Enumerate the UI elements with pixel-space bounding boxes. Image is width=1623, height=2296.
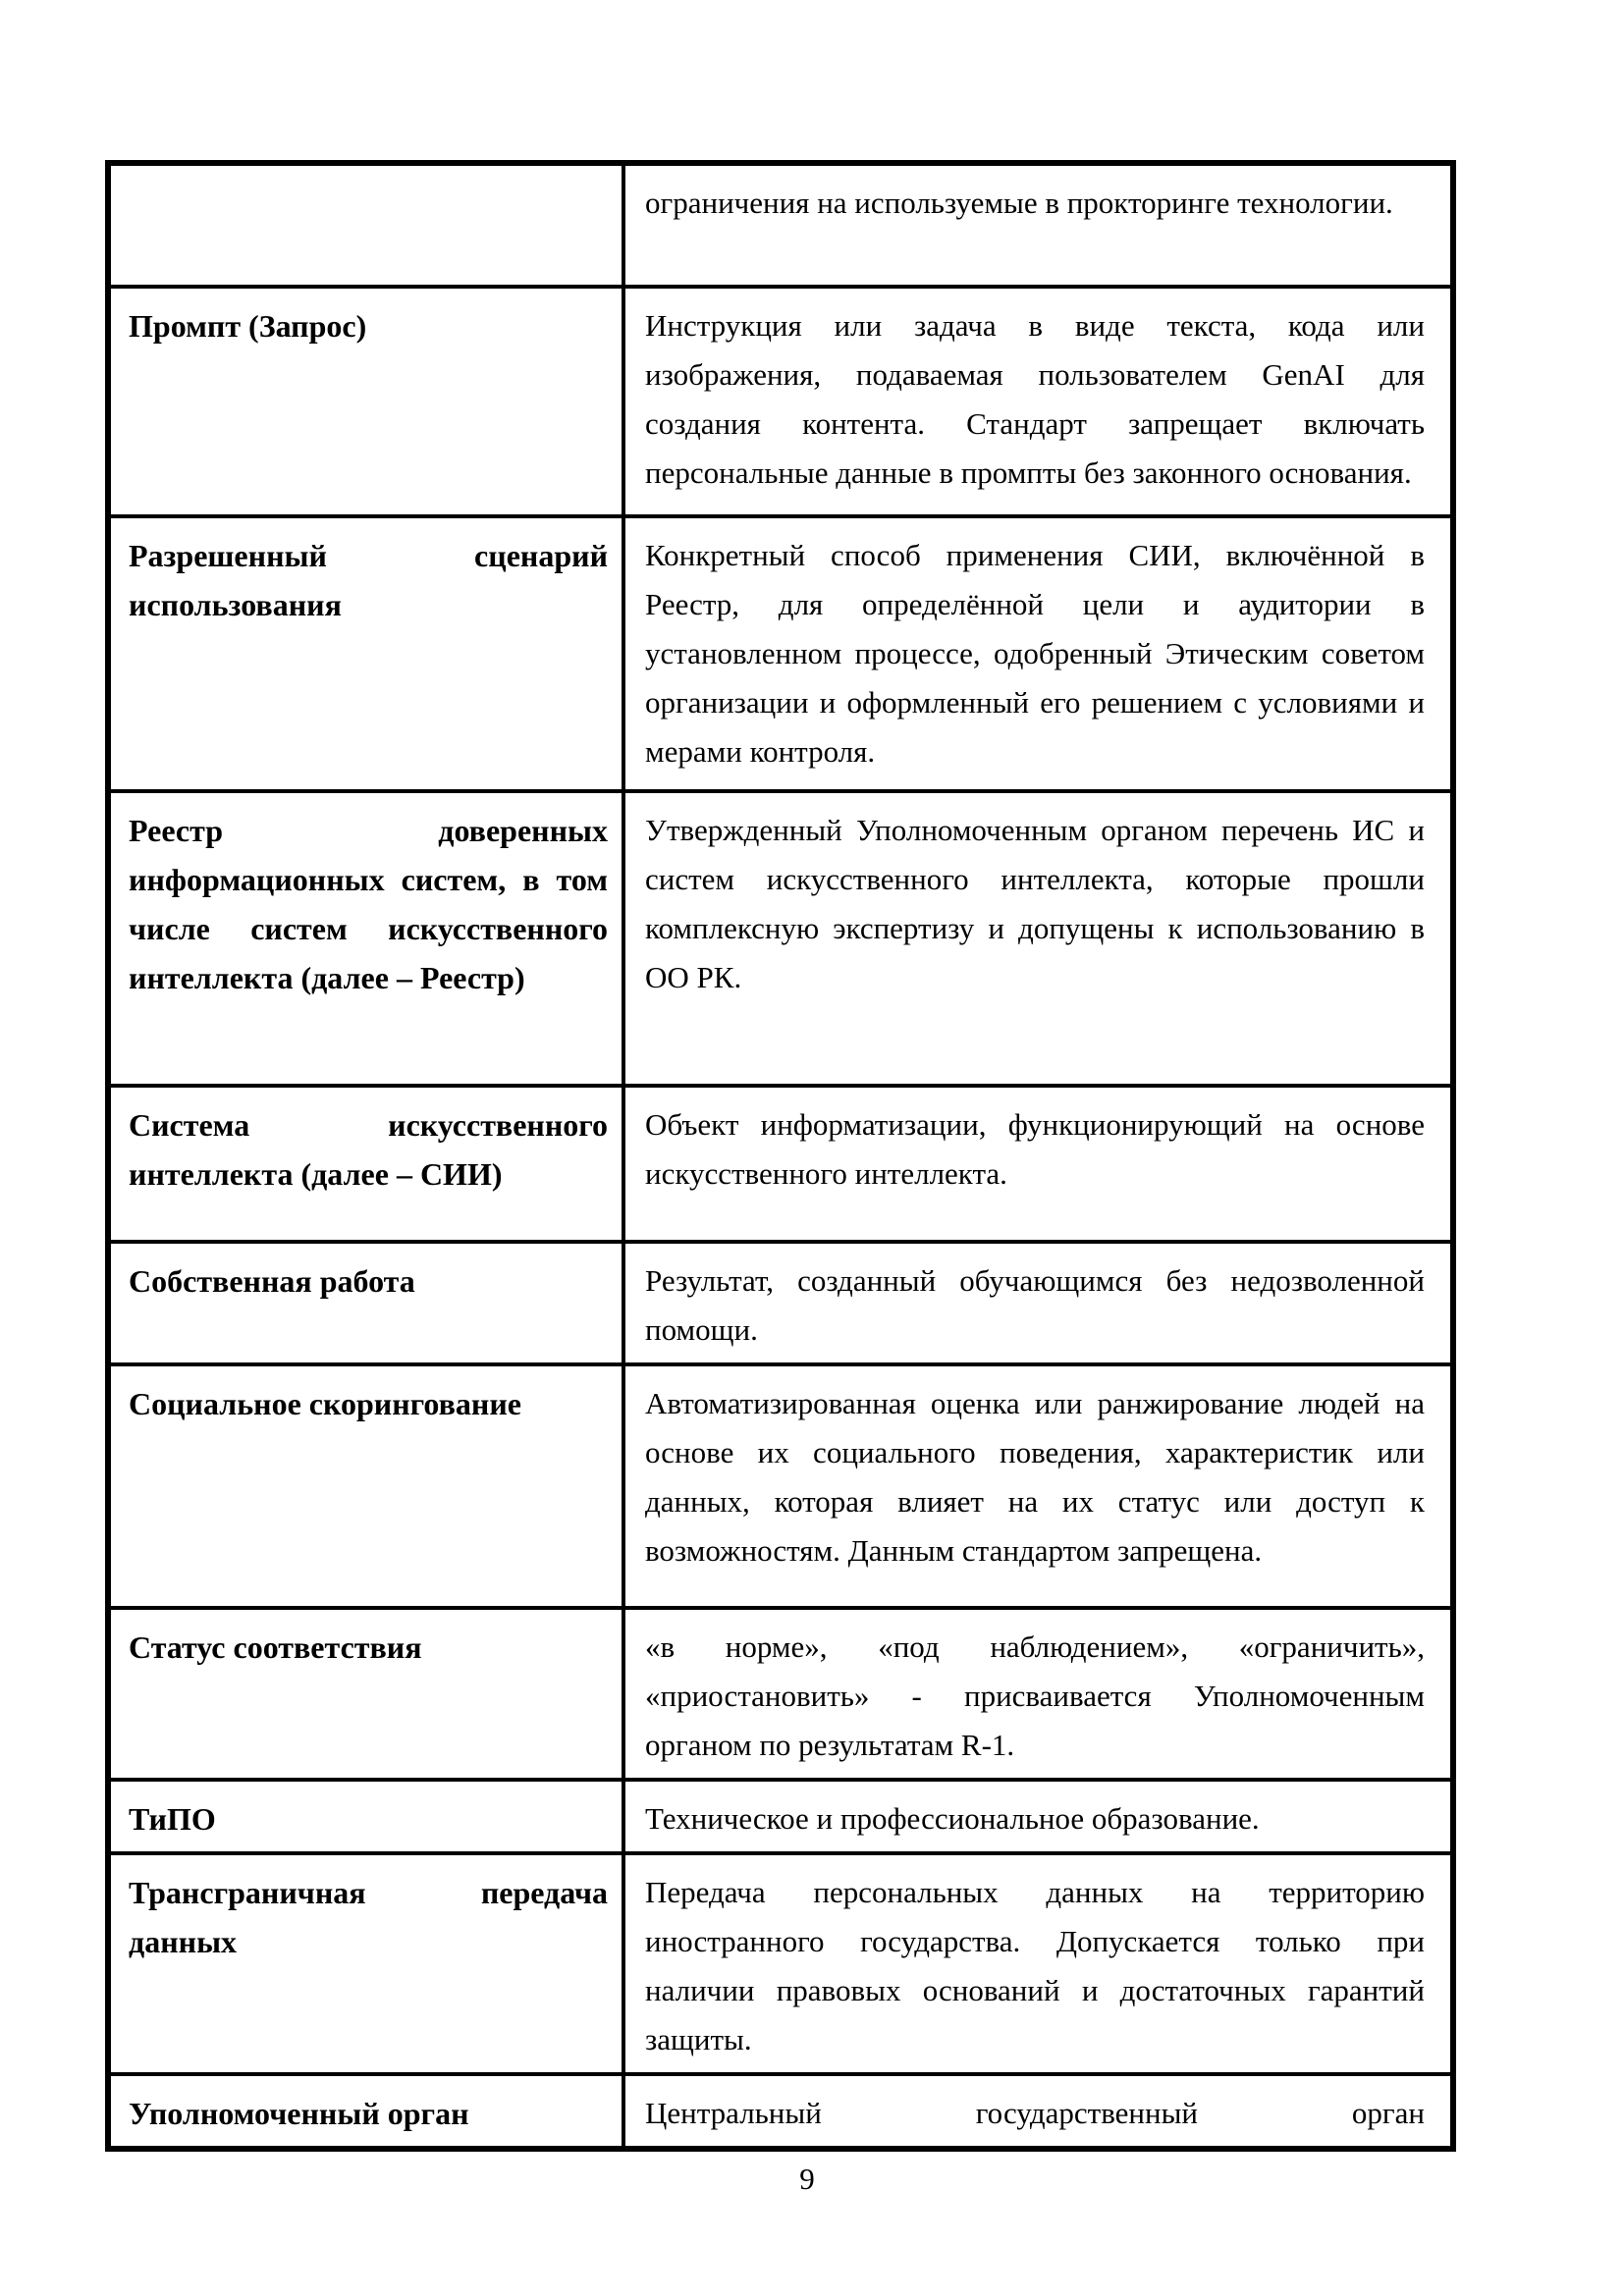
term-cell: Социальное скорингование bbox=[108, 1364, 623, 1608]
definition-cell: Инструкция или задача в виде текста, кода или изображения, подаваемая пользователем GenAI для создания контента. Стандарт запрещает включать персональные данные в промпты без законного основания. bbox=[623, 287, 1453, 516]
term-cell bbox=[108, 163, 623, 287]
term-cell: ТиПО bbox=[108, 1780, 623, 1853]
definition-cell: Автоматизированная оценка или ранжирование людей на основе их социального поведения, характеристик или данных, которая влияет на их статус или доступ к возможностям. Данным стандартом запрещена. bbox=[623, 1364, 1453, 1608]
table-row bbox=[108, 163, 1453, 287]
table-row bbox=[108, 791, 1453, 1086]
table-row bbox=[108, 1853, 1453, 2074]
term-cell: Собственная работа bbox=[108, 1242, 623, 1364]
definition-cell: Объект информатизации, функционирующий на основе искусственного интеллекта. bbox=[623, 1086, 1453, 1242]
table-row bbox=[108, 1608, 1453, 1780]
table-row bbox=[108, 2074, 1453, 2149]
term-cell: Трансграничная передача данных bbox=[108, 1853, 623, 2074]
table-row bbox=[108, 516, 1453, 791]
glossary-table bbox=[105, 160, 1456, 2152]
term-cell: Уполномоченный орган bbox=[108, 2074, 623, 2149]
definition-cell: Центральный государственный орган bbox=[623, 2074, 1453, 2149]
definition-cell: Утвержденный Уполномоченным органом перечень ИС и систем искусственного интеллекта, которые прошли комплексную экспертизу и допущены к использованию в ОО РК. bbox=[623, 791, 1453, 1086]
definition-cell: Передача персональных данных на территорию иностранного государства. Допускается только при наличии правовых оснований и достаточных гарантий защиты. bbox=[623, 1853, 1453, 2074]
term-cell: Статус соответствия bbox=[108, 1608, 623, 1780]
term-cell: Промпт (Запрос) bbox=[108, 287, 623, 516]
table-row bbox=[108, 1086, 1453, 1242]
table-row bbox=[108, 287, 1453, 516]
definition-cell: Техническое и профессиональное образование. bbox=[623, 1780, 1453, 1853]
table-row bbox=[108, 1780, 1453, 1853]
page-number: 9 bbox=[799, 2162, 815, 2196]
table-row bbox=[108, 1364, 1453, 1608]
table-row bbox=[108, 1242, 1453, 1364]
definition-cell: «в норме», «под наблюдением», «ограничить», «приостановить» - присваивается Уполномоченным органом по результатам R-1. bbox=[623, 1608, 1453, 1780]
term-cell: Разрешенный сценарий использования bbox=[108, 516, 623, 791]
term-cell: Система искусственного интеллекта (далее – СИИ) bbox=[108, 1086, 623, 1242]
definition-cell: Конкретный способ применения СИИ, включённой в Реестр, для определённой цели и аудитории в установленном процессе, одобренный Этическим советом организации и оформленный его решением с условиями и мерами контроля. bbox=[623, 516, 1453, 791]
definition-cell: ограничения на используемые в прокторинге технологии. bbox=[623, 163, 1453, 287]
definition-cell: Результат, созданный обучающимся без недозволенной помощи. bbox=[623, 1242, 1453, 1364]
term-cell: Реестр доверенных информационных систем, в том числе систем искусственного интеллекта (далее – Реестр) bbox=[108, 791, 623, 1086]
